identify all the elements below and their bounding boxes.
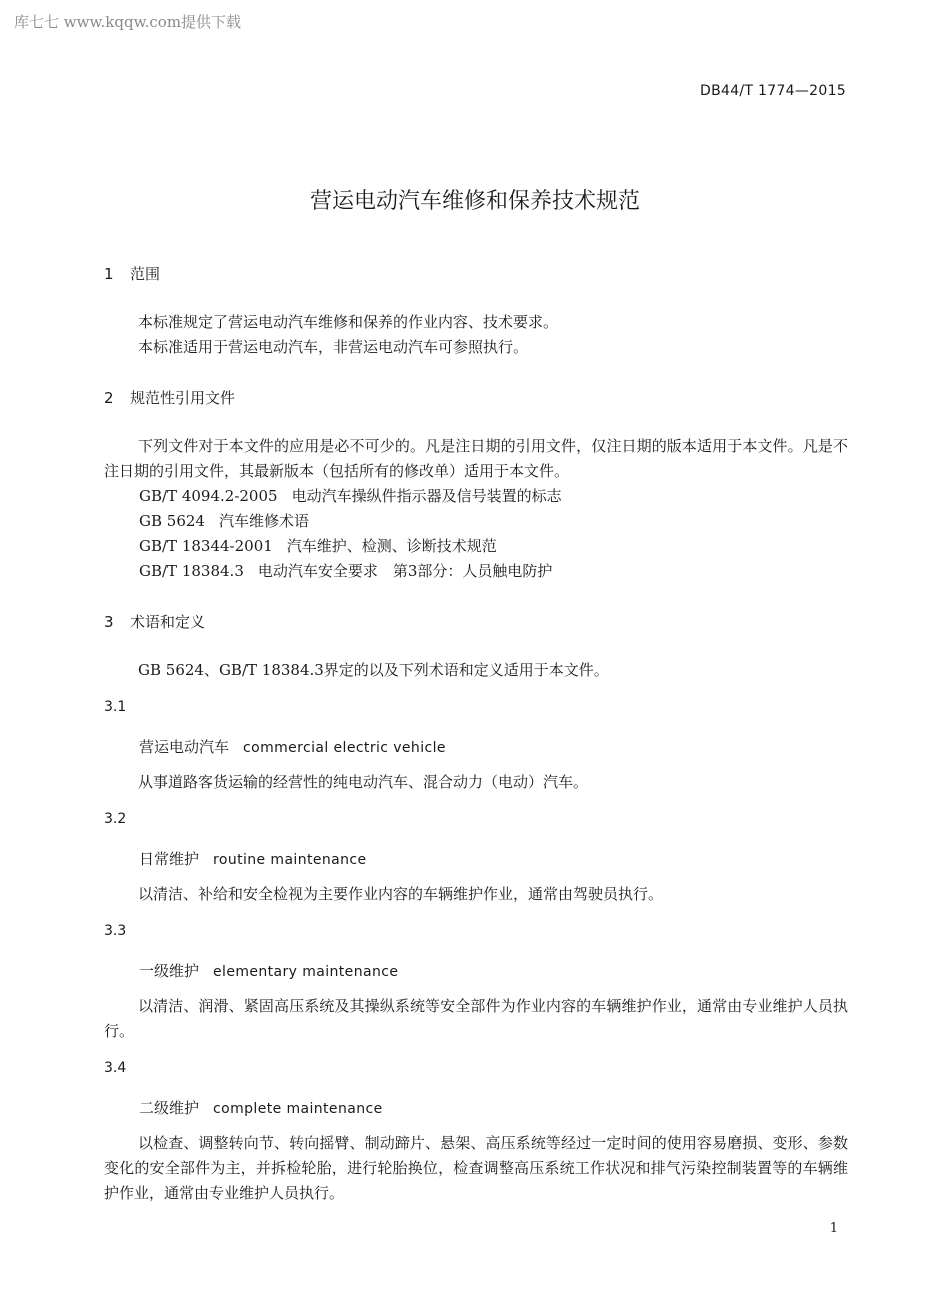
section-heading-normative-references <box>104 387 235 408</box>
section-number: 2 <box>104 389 114 407</box>
reference-code: GB 5624 <box>139 512 205 530</box>
reference-name: 汽车维护、检测、诊断技术规范 <box>286 537 497 555</box>
page-number: 1 <box>829 1221 838 1236</box>
term-en: routine maintenance <box>213 852 367 868</box>
term-number: 3.4 <box>104 1060 127 1076</box>
term-heading <box>139 1097 383 1118</box>
section-title: 范围 <box>130 265 161 283</box>
reference-item <box>139 560 552 581</box>
reference-name: 汽车维修术语 <box>218 512 309 530</box>
term-definition: 以检查、调整转向节、转向摇臂、制动蹄片、悬架、高压系统等经过一定时间的使用容易磨损、变形、参数变化的安全部件为主，并拆检轮胎，进行轮胎换位，检查调整高压系统工作状况和排气污染控制装置等的车辆维护作业，通常由专业维护人员执行。 <box>104 1134 848 1202</box>
page-title: 营运电动汽车维修和保养技术规范 <box>309 189 640 214</box>
term-definition: 以清洁、润滑、紧固高压系统及其操纵系统等安全部件为作业内容的车辆维护作业，通常由专业维护人员执行。 <box>104 997 848 1040</box>
section-title: 规范性引用文件 <box>130 389 236 407</box>
standard-code: DB44/T 1774—2015 <box>700 83 846 99</box>
reference-name: 电动汽车安全要求 第3部分：人员触电防护 <box>257 562 553 580</box>
reference-item <box>139 510 309 531</box>
term-definition: 以清洁、补给和安全检视为主要作业内容的车辆维护作业，通常由驾驶员执行。 <box>138 885 664 903</box>
section-title: 术语和定义 <box>130 613 206 631</box>
term-definition: 从事道路客货运输的经营性的纯电动汽车、混合动力（电动）汽车。 <box>138 773 589 791</box>
section-number: 3 <box>104 613 114 631</box>
reference-code: GB/T 4094.2-2005 <box>139 487 278 505</box>
term-number: 3.2 <box>104 811 127 827</box>
term-zh: 一级维护 <box>139 962 200 980</box>
term-en: complete maintenance <box>213 1101 383 1117</box>
paragraph: 下列文件对于本文件的应用是必不可少的。凡是注日期的引用文件，仅注日期的版本适用于本文件。凡是不注日期的引用文件，其最新版本（包括所有的修改单）适用于本文件。 <box>104 437 848 480</box>
term-zh: 营运电动汽车 <box>139 738 230 756</box>
reference-item <box>139 535 497 556</box>
reference-code: GB/T 18344-2001 <box>139 537 273 555</box>
term-heading <box>139 960 398 981</box>
paragraph: 本标准规定了营运电动汽车维修和保养的作业内容、技术要求。 <box>138 313 559 331</box>
term-en: commercial electric vehicle <box>243 740 446 756</box>
watermark-text: 库七七 www.kqqw.com提供下载 <box>14 13 242 31</box>
term-zh: 二级维护 <box>139 1099 200 1117</box>
reference-item <box>139 485 562 506</box>
section-number: 1 <box>104 265 114 283</box>
term-number: 3.3 <box>104 923 127 939</box>
section-heading-terms-definitions <box>104 611 205 632</box>
reference-code: GB/T 18384.3 <box>139 562 244 580</box>
paragraph: GB 5624、GB/T 18384.3界定的以及下列术语和定义适用于本文件。 <box>138 661 609 679</box>
section-heading-scope <box>104 263 160 284</box>
term-en: elementary maintenance <box>213 964 399 980</box>
term-heading <box>139 848 367 869</box>
paragraph: 本标准适用于营运电动汽车，非营运电动汽车可参照执行。 <box>138 338 529 356</box>
term-heading <box>139 736 446 757</box>
term-zh: 日常维护 <box>139 850 200 868</box>
reference-name: 电动汽车操纵件指示器及信号装置的标志 <box>291 487 562 505</box>
term-number: 3.1 <box>104 699 127 715</box>
